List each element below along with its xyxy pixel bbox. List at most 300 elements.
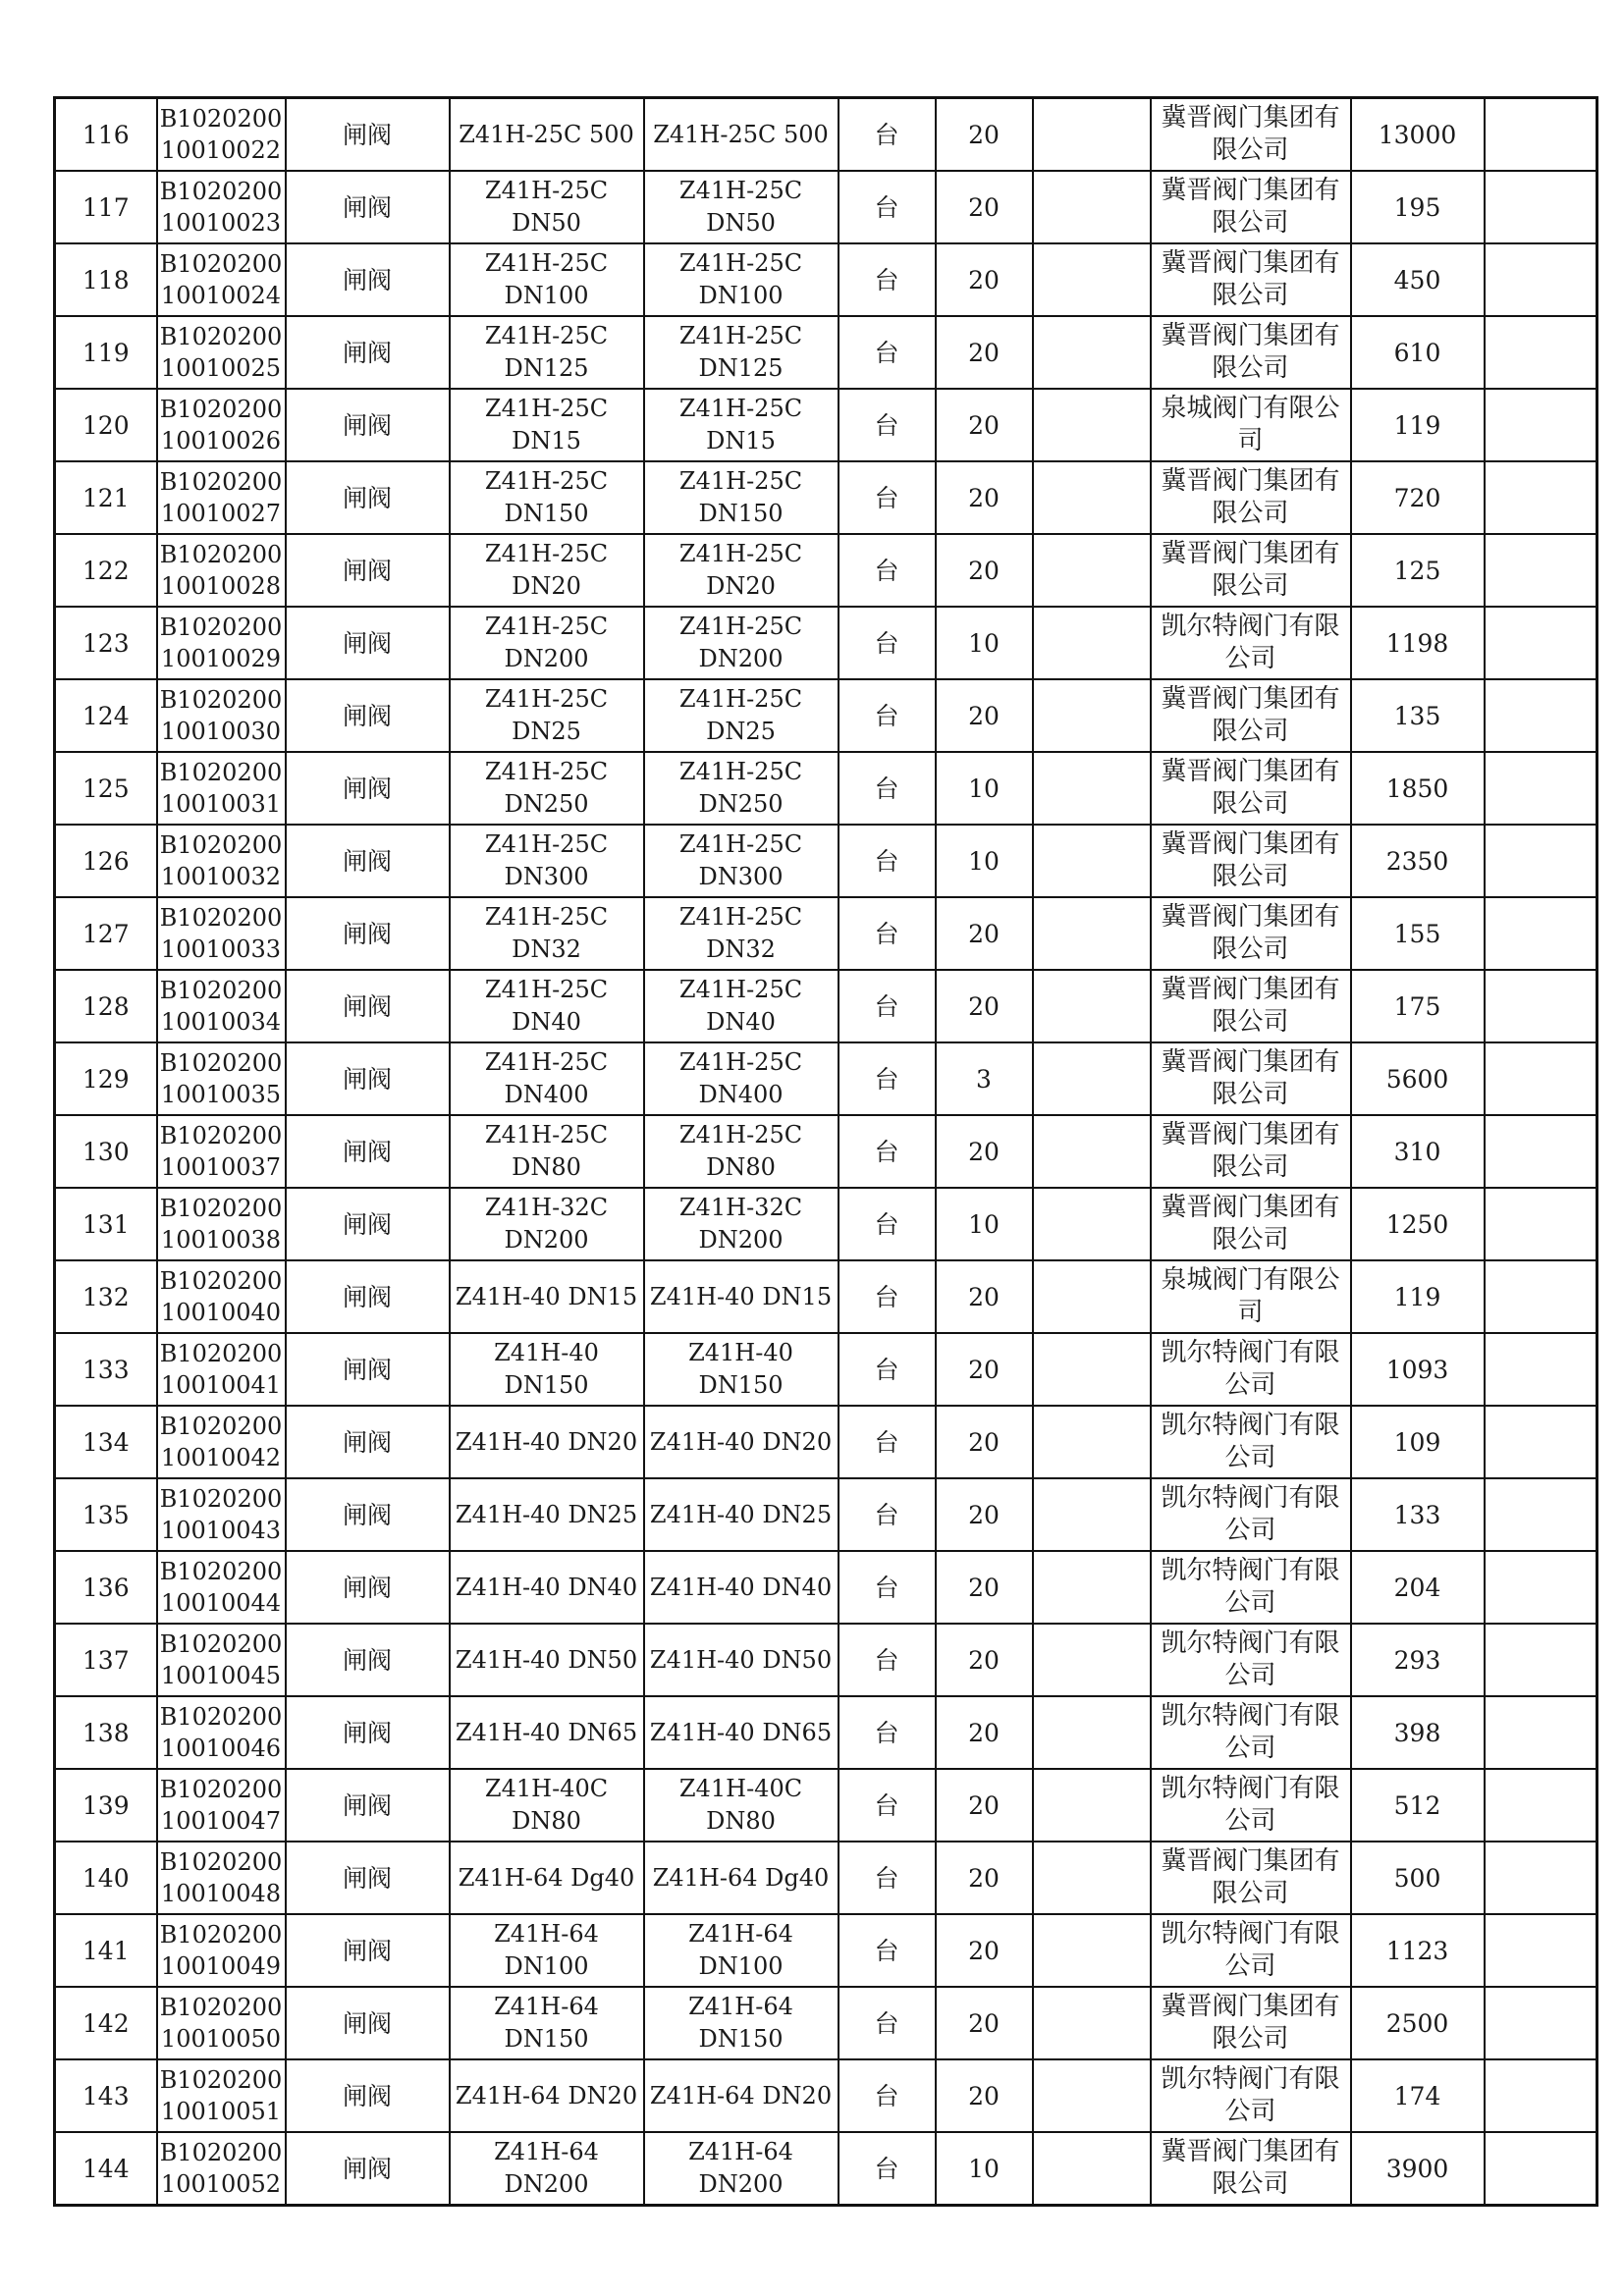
quantity: 20	[936, 171, 1033, 243]
empty-remark-cell	[1485, 1333, 1597, 1406]
empty-remark-cell	[1485, 897, 1597, 970]
specification: Z41H-40 DN25	[450, 1478, 644, 1551]
table-row	[55, 1406, 1597, 1478]
row-number: 129	[55, 1042, 157, 1115]
unit-of-measure: 台	[839, 461, 936, 534]
unit-of-measure: 台	[839, 607, 936, 679]
table-row	[55, 98, 1597, 172]
specification: Z41H-64 DN20	[450, 2059, 644, 2132]
row-number: 136	[55, 1551, 157, 1624]
material-code: B1020200 10010044	[157, 1551, 286, 1624]
material-name: 闸阀	[286, 2132, 450, 2206]
material-name: 闸阀	[286, 825, 450, 897]
empty-note-cell	[1033, 243, 1151, 316]
unit-of-measure: 台	[839, 171, 936, 243]
unit-price: 610	[1351, 316, 1485, 389]
quantity: 20	[936, 98, 1033, 172]
empty-note-cell	[1033, 389, 1151, 461]
empty-remark-cell	[1485, 970, 1597, 1042]
quantity: 20	[936, 1769, 1033, 1842]
table-row	[55, 243, 1597, 316]
empty-note-cell	[1033, 1842, 1151, 1914]
quantity: 20	[936, 897, 1033, 970]
supplier-name: 凯尔特阀门有限公司	[1151, 1478, 1351, 1551]
table-row	[55, 2059, 1597, 2132]
unit-of-measure: 台	[839, 970, 936, 1042]
specification: Z41H-40 DN50	[450, 1624, 644, 1696]
empty-remark-cell	[1485, 2059, 1597, 2132]
empty-note-cell	[1033, 1624, 1151, 1696]
row-number: 123	[55, 607, 157, 679]
unit-of-measure: 台	[839, 1260, 936, 1333]
material-code: B1020200 10010051	[157, 2059, 286, 2132]
model-number: Z41H-25C DN300	[644, 825, 839, 897]
row-number: 139	[55, 1769, 157, 1842]
unit-of-measure: 台	[839, 1842, 936, 1914]
empty-note-cell	[1033, 2059, 1151, 2132]
table-row	[55, 1842, 1597, 1914]
material-name: 闸阀	[286, 1696, 450, 1769]
specification: Z41H-40C DN80	[450, 1769, 644, 1842]
row-number: 132	[55, 1260, 157, 1333]
quantity: 20	[936, 1624, 1033, 1696]
table-row	[55, 1042, 1597, 1115]
supplier-name: 凯尔特阀门有限公司	[1151, 1406, 1351, 1478]
empty-note-cell	[1033, 1769, 1151, 1842]
supplier-name: 冀晋阀门集团有限公司	[1151, 752, 1351, 825]
unit-price: 450	[1351, 243, 1485, 316]
quantity: 20	[936, 1115, 1033, 1188]
supplier-name: 冀晋阀门集团有限公司	[1151, 98, 1351, 172]
material-code: B1020200 10010043	[157, 1478, 286, 1551]
row-number: 118	[55, 243, 157, 316]
unit-price: 5600	[1351, 1042, 1485, 1115]
empty-remark-cell	[1485, 1987, 1597, 2059]
supplier-name: 冀晋阀门集团有限公司	[1151, 171, 1351, 243]
table-row	[55, 825, 1597, 897]
model-number: Z41H-25C DN80	[644, 1115, 839, 1188]
unit-of-measure: 台	[839, 752, 936, 825]
supplier-name: 凯尔特阀门有限公司	[1151, 1914, 1351, 1987]
empty-note-cell	[1033, 1188, 1151, 1260]
table-body	[55, 98, 1597, 2206]
row-number: 144	[55, 2132, 157, 2206]
model-number: Z41H-25C DN25	[644, 679, 839, 752]
specification: Z41H-64 Dg40	[450, 1842, 644, 1914]
unit-of-measure: 台	[839, 1914, 936, 1987]
quantity: 20	[936, 1987, 1033, 2059]
specification: Z41H-40 DN15	[450, 1260, 644, 1333]
quantity: 20	[936, 1260, 1033, 1333]
material-code: B1020200 10010023	[157, 171, 286, 243]
quantity: 20	[936, 1406, 1033, 1478]
empty-note-cell	[1033, 534, 1151, 607]
empty-note-cell	[1033, 316, 1151, 389]
empty-remark-cell	[1485, 1478, 1597, 1551]
supplier-name: 冀晋阀门集团有限公司	[1151, 970, 1351, 1042]
unit-price: 204	[1351, 1551, 1485, 1624]
row-number: 137	[55, 1624, 157, 1696]
row-number: 122	[55, 534, 157, 607]
table-row	[55, 897, 1597, 970]
material-code: B1020200 10010046	[157, 1696, 286, 1769]
quantity: 20	[936, 1551, 1033, 1624]
row-number: 131	[55, 1188, 157, 1260]
quantity: 20	[936, 1478, 1033, 1551]
table-row	[55, 970, 1597, 1042]
table-row	[55, 1115, 1597, 1188]
unit-of-measure: 台	[839, 1769, 936, 1842]
specification: Z41H-25C DN200	[450, 607, 644, 679]
empty-remark-cell	[1485, 679, 1597, 752]
material-code: B1020200 10010052	[157, 2132, 286, 2206]
quantity: 20	[936, 1696, 1033, 1769]
model-number: Z41H-25C DN125	[644, 316, 839, 389]
material-name: 闸阀	[286, 1842, 450, 1914]
row-number: 120	[55, 389, 157, 461]
unit-price: 1123	[1351, 1914, 1485, 1987]
material-code: B1020200 10010029	[157, 607, 286, 679]
valve-price-table	[53, 96, 1598, 2207]
material-name: 闸阀	[286, 1406, 450, 1478]
unit-of-measure: 台	[839, 1987, 936, 2059]
supplier-name: 冀晋阀门集团有限公司	[1151, 1842, 1351, 1914]
table-row	[55, 389, 1597, 461]
empty-remark-cell	[1485, 1914, 1597, 1987]
unit-of-measure: 台	[839, 98, 936, 172]
unit-of-measure: 台	[839, 1478, 936, 1551]
model-number: Z41H-25C DN100	[644, 243, 839, 316]
specification: Z41H-64 DN100	[450, 1914, 644, 1987]
empty-note-cell	[1033, 679, 1151, 752]
model-number: Z41H-40 DN50	[644, 1624, 839, 1696]
model-number: Z41H-40 DN25	[644, 1478, 839, 1551]
empty-note-cell	[1033, 1987, 1151, 2059]
specification: Z41H-40 DN65	[450, 1696, 644, 1769]
row-number: 134	[55, 1406, 157, 1478]
quantity: 20	[936, 389, 1033, 461]
model-number: Z41H-40 DN150	[644, 1333, 839, 1406]
specification: Z41H-25C DN250	[450, 752, 644, 825]
empty-note-cell	[1033, 171, 1151, 243]
row-number: 133	[55, 1333, 157, 1406]
specification: Z41H-25C DN15	[450, 389, 644, 461]
empty-note-cell	[1033, 2132, 1151, 2206]
empty-note-cell	[1033, 1551, 1151, 1624]
model-number: Z41H-25C DN40	[644, 970, 839, 1042]
table-row	[55, 171, 1597, 243]
specification: Z41H-40 DN40	[450, 1551, 644, 1624]
supplier-name: 冀晋阀门集团有限公司	[1151, 1188, 1351, 1260]
model-number: Z41H-40 DN40	[644, 1551, 839, 1624]
empty-note-cell	[1033, 1406, 1151, 1478]
empty-note-cell	[1033, 607, 1151, 679]
quantity: 3	[936, 1042, 1033, 1115]
empty-note-cell	[1033, 1696, 1151, 1769]
unit-price: 1093	[1351, 1333, 1485, 1406]
table-row	[55, 1260, 1597, 1333]
model-number: Z41H-25C 500	[644, 98, 839, 172]
supplier-name: 冀晋阀门集团有限公司	[1151, 534, 1351, 607]
empty-note-cell	[1033, 825, 1151, 897]
supplier-name: 凯尔特阀门有限公司	[1151, 1551, 1351, 1624]
empty-remark-cell	[1485, 2132, 1597, 2206]
material-code: B1020200 10010045	[157, 1624, 286, 1696]
material-name: 闸阀	[286, 98, 450, 172]
model-number: Z41H-40 DN20	[644, 1406, 839, 1478]
unit-of-measure: 台	[839, 1406, 936, 1478]
material-code: B1020200 10010025	[157, 316, 286, 389]
table-row	[55, 1188, 1597, 1260]
material-code: B1020200 10010038	[157, 1188, 286, 1260]
material-name: 闸阀	[286, 243, 450, 316]
model-number: Z41H-40 DN65	[644, 1696, 839, 1769]
material-name: 闸阀	[286, 1042, 450, 1115]
row-number: 128	[55, 970, 157, 1042]
table-row	[55, 316, 1597, 389]
specification: Z41H-25C DN80	[450, 1115, 644, 1188]
supplier-name: 冀晋阀门集团有限公司	[1151, 1115, 1351, 1188]
empty-remark-cell	[1485, 1624, 1597, 1696]
quantity: 10	[936, 2132, 1033, 2206]
table-row	[55, 1696, 1597, 1769]
unit-price: 398	[1351, 1696, 1485, 1769]
empty-remark-cell	[1485, 1260, 1597, 1333]
specification: Z41H-25C DN25	[450, 679, 644, 752]
supplier-name: 泉城阀门有限公司	[1151, 1260, 1351, 1333]
unit-price: 500	[1351, 1842, 1485, 1914]
material-code: B1020200 10010022	[157, 98, 286, 172]
empty-remark-cell	[1485, 1551, 1597, 1624]
table-row	[55, 2132, 1597, 2206]
unit-of-measure: 台	[839, 1042, 936, 1115]
model-number: Z41H-25C DN400	[644, 1042, 839, 1115]
material-code: B1020200 10010027	[157, 461, 286, 534]
empty-remark-cell	[1485, 534, 1597, 607]
material-name: 闸阀	[286, 171, 450, 243]
empty-remark-cell	[1485, 243, 1597, 316]
material-code: B1020200 10010033	[157, 897, 286, 970]
empty-note-cell	[1033, 461, 1151, 534]
empty-note-cell	[1033, 1914, 1151, 1987]
unit-of-measure: 台	[839, 389, 936, 461]
unit-price: 119	[1351, 1260, 1485, 1333]
empty-remark-cell	[1485, 607, 1597, 679]
material-name: 闸阀	[286, 461, 450, 534]
model-number: Z41H-40C DN80	[644, 1769, 839, 1842]
material-code: B1020200 10010050	[157, 1987, 286, 2059]
material-name: 闸阀	[286, 389, 450, 461]
row-number: 140	[55, 1842, 157, 1914]
empty-remark-cell	[1485, 1042, 1597, 1115]
unit-price: 3900	[1351, 2132, 1485, 2206]
material-code: B1020200 10010047	[157, 1769, 286, 1842]
material-code: B1020200 10010024	[157, 243, 286, 316]
model-number: Z41H-32C DN200	[644, 1188, 839, 1260]
quantity: 10	[936, 752, 1033, 825]
table-row	[55, 1624, 1597, 1696]
material-code: B1020200 10010037	[157, 1115, 286, 1188]
empty-remark-cell	[1485, 1696, 1597, 1769]
unit-price: 1198	[1351, 607, 1485, 679]
empty-note-cell	[1033, 98, 1151, 172]
specification: Z41H-25C DN40	[450, 970, 644, 1042]
empty-note-cell	[1033, 1478, 1151, 1551]
material-code: B1020200 10010040	[157, 1260, 286, 1333]
unit-of-measure: 台	[839, 2132, 936, 2206]
material-code: B1020200 10010032	[157, 825, 286, 897]
material-code: B1020200 10010035	[157, 1042, 286, 1115]
unit-price: 310	[1351, 1115, 1485, 1188]
quantity: 20	[936, 1842, 1033, 1914]
supplier-name: 冀晋阀门集团有限公司	[1151, 1042, 1351, 1115]
material-name: 闸阀	[286, 897, 450, 970]
quantity: 20	[936, 1333, 1033, 1406]
material-name: 闸阀	[286, 1260, 450, 1333]
specification: Z41H-25C DN150	[450, 461, 644, 534]
material-name: 闸阀	[286, 1188, 450, 1260]
quantity: 20	[936, 2059, 1033, 2132]
unit-of-measure: 台	[839, 243, 936, 316]
unit-of-measure: 台	[839, 1551, 936, 1624]
material-name: 闸阀	[286, 1987, 450, 2059]
row-number: 141	[55, 1914, 157, 1987]
empty-remark-cell	[1485, 1769, 1597, 1842]
empty-remark-cell	[1485, 98, 1597, 172]
model-number: Z41H-64 DN150	[644, 1987, 839, 2059]
supplier-name: 冀晋阀门集团有限公司	[1151, 825, 1351, 897]
material-code: B1020200 10010041	[157, 1333, 286, 1406]
row-number: 135	[55, 1478, 157, 1551]
empty-note-cell	[1033, 752, 1151, 825]
material-name: 闸阀	[286, 607, 450, 679]
quantity: 20	[936, 679, 1033, 752]
empty-remark-cell	[1485, 1406, 1597, 1478]
material-code: B1020200 10010028	[157, 534, 286, 607]
row-number: 125	[55, 752, 157, 825]
quantity: 20	[936, 316, 1033, 389]
unit-of-measure: 台	[839, 534, 936, 607]
unit-price: 155	[1351, 897, 1485, 970]
model-number: Z41H-40 DN15	[644, 1260, 839, 1333]
quantity: 10	[936, 825, 1033, 897]
unit-of-measure: 台	[839, 1333, 936, 1406]
supplier-name: 冀晋阀门集团有限公司	[1151, 316, 1351, 389]
unit-price: 2500	[1351, 1987, 1485, 2059]
empty-remark-cell	[1485, 1842, 1597, 1914]
supplier-name: 冀晋阀门集团有限公司	[1151, 243, 1351, 316]
unit-price: 175	[1351, 970, 1485, 1042]
unit-price: 720	[1351, 461, 1485, 534]
unit-price: 1250	[1351, 1188, 1485, 1260]
unit-of-measure: 台	[839, 897, 936, 970]
specification: Z41H-25C DN125	[450, 316, 644, 389]
material-code: B1020200 10010034	[157, 970, 286, 1042]
supplier-name: 凯尔特阀门有限公司	[1151, 1624, 1351, 1696]
model-number: Z41H-64 DN200	[644, 2132, 839, 2206]
specification: Z41H-25C 500	[450, 98, 644, 172]
material-name: 闸阀	[286, 752, 450, 825]
unit-of-measure: 台	[839, 316, 936, 389]
unit-price: 174	[1351, 2059, 1485, 2132]
row-number: 116	[55, 98, 157, 172]
supplier-name: 凯尔特阀门有限公司	[1151, 1769, 1351, 1842]
quantity: 20	[936, 243, 1033, 316]
supplier-name: 冀晋阀门集团有限公司	[1151, 897, 1351, 970]
supplier-name: 冀晋阀门集团有限公司	[1151, 679, 1351, 752]
table-row	[55, 1478, 1597, 1551]
row-number: 121	[55, 461, 157, 534]
empty-note-cell	[1033, 1260, 1151, 1333]
quantity: 10	[936, 607, 1033, 679]
empty-remark-cell	[1485, 389, 1597, 461]
specification: Z41H-25C DN32	[450, 897, 644, 970]
empty-note-cell	[1033, 970, 1151, 1042]
table-row	[55, 1333, 1597, 1406]
unit-price: 512	[1351, 1769, 1485, 1842]
unit-of-measure: 台	[839, 1115, 936, 1188]
material-name: 闸阀	[286, 679, 450, 752]
table-row	[55, 461, 1597, 534]
unit-price: 1850	[1351, 752, 1485, 825]
table-row	[55, 534, 1597, 607]
row-number: 126	[55, 825, 157, 897]
table-row	[55, 1769, 1597, 1842]
specification: Z41H-40 DN20	[450, 1406, 644, 1478]
empty-note-cell	[1033, 1115, 1151, 1188]
supplier-name: 冀晋阀门集团有限公司	[1151, 461, 1351, 534]
material-name: 闸阀	[286, 1769, 450, 1842]
material-name: 闸阀	[286, 970, 450, 1042]
unit-price: 2350	[1351, 825, 1485, 897]
quantity: 20	[936, 534, 1033, 607]
quantity: 20	[936, 461, 1033, 534]
empty-note-cell	[1033, 1042, 1151, 1115]
row-number: 142	[55, 1987, 157, 2059]
unit-price: 13000	[1351, 98, 1485, 172]
unit-price: 133	[1351, 1478, 1485, 1551]
specification: Z41H-25C DN100	[450, 243, 644, 316]
specification: Z41H-25C DN300	[450, 825, 644, 897]
specification: Z41H-32C DN200	[450, 1188, 644, 1260]
quantity: 10	[936, 1188, 1033, 1260]
model-number: Z41H-25C DN32	[644, 897, 839, 970]
row-number: 127	[55, 897, 157, 970]
specification: Z41H-25C DN50	[450, 171, 644, 243]
material-name: 闸阀	[286, 1333, 450, 1406]
supplier-name: 冀晋阀门集团有限公司	[1151, 1987, 1351, 2059]
specification: Z41H-64 DN150	[450, 1987, 644, 2059]
empty-remark-cell	[1485, 171, 1597, 243]
model-number: Z41H-64 Dg40	[644, 1842, 839, 1914]
material-name: 闸阀	[286, 534, 450, 607]
supplier-name: 冀晋阀门集团有限公司	[1151, 2132, 1351, 2206]
quantity: 20	[936, 1914, 1033, 1987]
empty-remark-cell	[1485, 1188, 1597, 1260]
supplier-name: 凯尔特阀门有限公司	[1151, 2059, 1351, 2132]
material-code: B1020200 10010049	[157, 1914, 286, 1987]
unit-price: 293	[1351, 1624, 1485, 1696]
row-number: 130	[55, 1115, 157, 1188]
supplier-name: 泉城阀门有限公司	[1151, 389, 1351, 461]
model-number: Z41H-25C DN15	[644, 389, 839, 461]
unit-of-measure: 台	[839, 1188, 936, 1260]
empty-note-cell	[1033, 897, 1151, 970]
row-number: 124	[55, 679, 157, 752]
specification: Z41H-25C DN400	[450, 1042, 644, 1115]
unit-of-measure: 台	[839, 2059, 936, 2132]
empty-remark-cell	[1485, 316, 1597, 389]
